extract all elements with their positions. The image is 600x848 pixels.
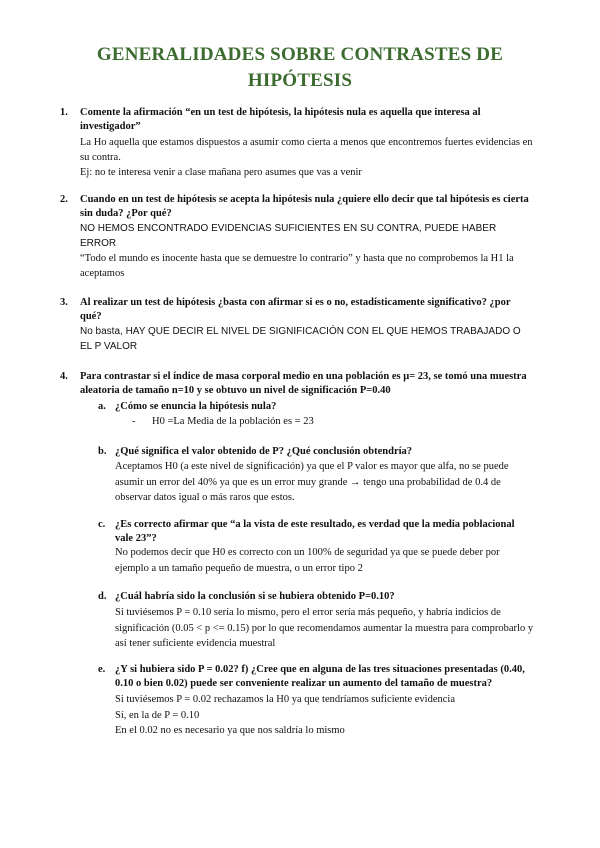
answer-text: No basta, HAY QUE DECIR EL NIVEL DE SIGNIFICACIÓN CON EL QUE HEMOS TRABAJADO O EL P VALOR (80, 326, 521, 352)
document-title (60, 42, 540, 94)
subanswer-text: Aceptamos H0 (a este nivel de significación) ya que el P valor es mayor que alfa, no se puede asumir un error del 40% ya que es un error muy grande → tengo una probabilidad de 0.4 de observar datos igual o más raros que estos. (115, 461, 509, 503)
subquestion-letter: d. (98, 591, 107, 602)
subquestion-text: ¿Cuál habría sido la conclusión si se hubiera obtenido P=0.10? (115, 591, 395, 602)
subquestion-letter: a. (98, 401, 106, 412)
question-number: 1. (60, 107, 68, 118)
bullet-text: H0 =La Media de la población es = 23 (152, 416, 314, 427)
bullet-dash: - (132, 416, 136, 427)
answer-caps-text: NO HEMOS ENCONTRADO EVIDENCIAS SUFICIENTES EN SU CONTRA, PUEDE HABER ERROR (80, 223, 497, 249)
title-line-1: GENERALIDADES SOBRE CONTRASTES DE (96, 44, 504, 65)
subquestion-text: ¿Qué significa el valor obtenido de P? ¿Qué conclusión obtendría? (115, 446, 413, 457)
answer-text: La Ho aquella que estamos dispuestos a asumir como cierta a menos que encontremos fuertes evidencias en su contra. Ej: no te interesa venir a clase mañana pero asumes que vas a venir (80, 137, 533, 178)
question-text: Comente la afirmación “en un test de hipótesis, la hipótesis nula es aquella que interesa al investigador” (80, 107, 481, 132)
question-text: Para contrastar si el índice de masa corporal medio en una población es μ= 23, se tomó una muestra aleatoria de tamaño n=10 y se obtuvo un nivel de significación P=0.40 (80, 371, 527, 396)
question-number: 3. (60, 297, 68, 308)
subquestion-text: ¿Y si hubiera sido P = 0.02? f) ¿Cree que en alguna de las tres situaciones presentadas (0.40, 0.10 o bien 0.02) puede ser conveniente realizar un aumento del tamaño de muestra? (115, 664, 525, 689)
answer-text: “Todo el mundo es inocente hasta que se demuestre lo contrario” y hasta que no comprobemos la H1 la aceptamos (80, 253, 514, 279)
subquestion-text: ¿Es correcto afirmar que “a la vista de este resultado, es verdad que la media poblacional vale 23”? (115, 519, 515, 544)
subquestion-text: ¿Cómo se enuncia la hipótesis nula? (115, 401, 277, 412)
question-text: Cuando en un test de hipótesis se acepta la hipótesis nula ¿quiere ello decir que tal hipótesis es cierta sin duda? ¿Por qué? (80, 194, 529, 219)
title-line-2: HIPÓTESIS (247, 70, 353, 91)
subanswer-text: Si tuviésemos P = 0.10 sería lo mismo, pero el error sería más pequeño, y habría indicios de significación (0.05 < p <= 0.15) por lo que recomendamos aumentar la muestra para comprobarlo y así tener suficiente evidencia muestral (115, 607, 534, 649)
question-text: Al realizar un test de hipótesis ¿basta con afirmar si es o no, estadísticamente significativo? ¿por qué? (80, 297, 511, 322)
subquestion-letter: e. (98, 664, 106, 675)
question-number: 4. (60, 371, 68, 382)
subanswer-text: No podemos decir que H0 es correcto con un 100% de seguridad ya que se puede deber por ejemplo a un tamaño pequeño de muestra, o un error tipo 2 (115, 547, 500, 574)
subanswer-text: Si tuviésemos P = 0.02 rechazamos la H0 ya que tendríamos suficiente evidencia Sí, en la de P = 0.10 En el 0.02 no es necesario ya que nos saldría lo mismo (115, 694, 455, 736)
question-number: 2. (60, 194, 68, 205)
subquestion-letter: b. (98, 446, 107, 457)
subquestion-letter: c. (98, 519, 106, 530)
